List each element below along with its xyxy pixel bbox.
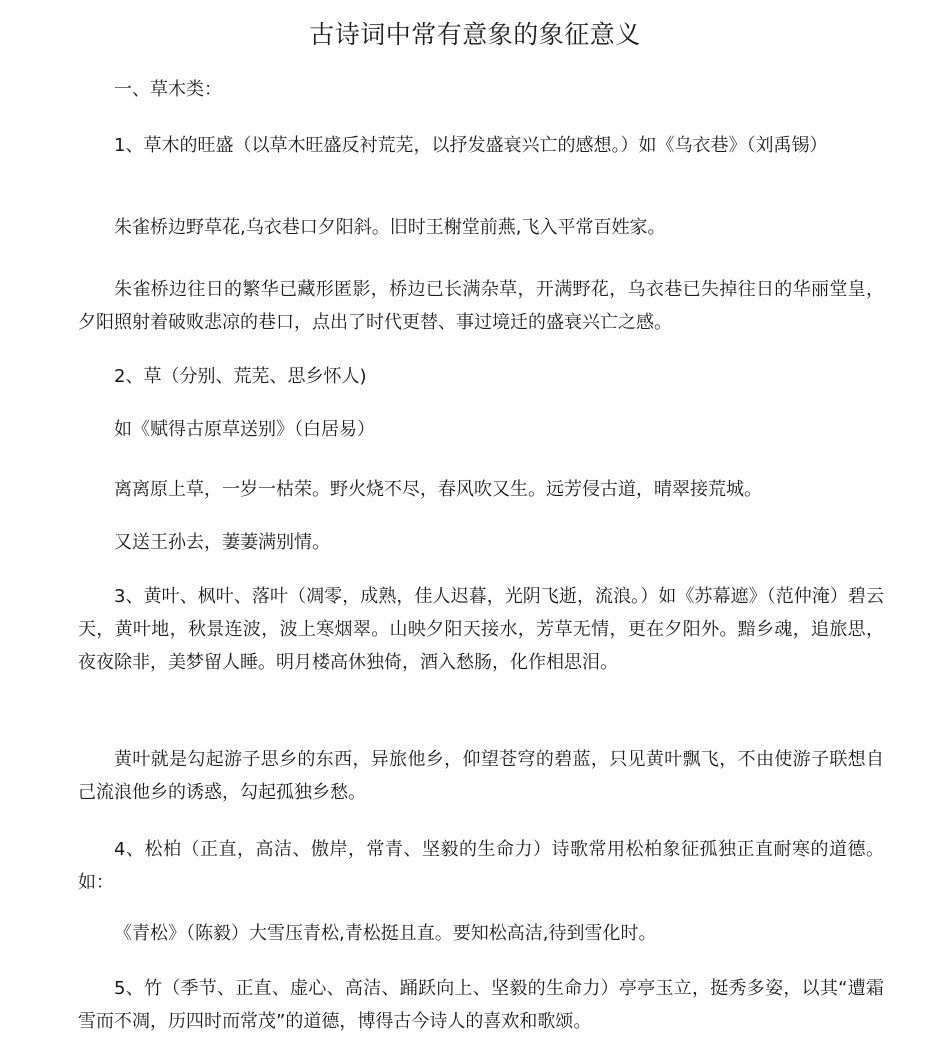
poem-paragraph: 又送王孙去，萋萋满别情。 <box>114 532 330 553</box>
section-heading: 一、草木类： <box>114 79 222 100</box>
paragraph: 2、草（分别、荒芜、思乡怀人) <box>114 366 367 387</box>
paragraph: 1、草木的旺盛（以草木旺盛反衬荒芜，以抒发盛衰兴亡的感想。）如《乌衣巷》（刘禹锡） <box>114 135 828 156</box>
paragraph: 4、松柏（正直，高洁、傲岸，常青、坚毅的生命力）诗歌常用松柏象征孤独正直耐寒的道德。如： <box>78 839 884 893</box>
paragraph: 黄叶就是勾起游子思乡的东西，异旅他乡，仰望苍穹的碧蓝，只见黄叶飘飞，不由使游子联想自己流浪他乡的诱惑，勾起孤独乡愁。 <box>78 749 884 803</box>
paragraph: 如《赋得古原草送别》（白居易） <box>114 419 375 440</box>
paragraph: 朱雀桥边往日的繁华已藏形匿影，桥边已长满杂草，开满野花，乌衣巷已失掉往日的华丽堂皇，夕阳照射着破败悲凉的巷口，点出了时代更替、事过境迁的盛衰兴亡之感。 <box>78 279 884 333</box>
poem-paragraph: 朱雀桥边野草花,乌衣巷口夕阳斜。旧时王榭堂前燕,飞入平常百姓家。 <box>114 217 666 238</box>
poem-paragraph: 离离原上草，一岁一枯荣。野火烧不尽，春风吹又生。远芳侵古道，晴翠接荒城。 <box>114 479 762 500</box>
paragraph: 3、黄叶、枫叶、落叶（凋零，成熟，佳人迟暮，光阴飞逝，流浪。）如《苏幕遮》（范仲淹）碧云天，黄叶地，秋景连波，波上寒烟翠。山映夕阳天接水，芳草无情，更在夕阳外。黯乡魂，追旅思，夜夜除非，美梦留人睡。明月楼高休独倚，酒入愁肠，化作相思泪。 <box>78 586 884 673</box>
poem-paragraph: 《青松》（陈毅）大雪压青松,青松挺且直。要知松高洁,待到雪化时。 <box>114 923 657 944</box>
paragraph: 5、竹（季节、正直、虚心、高洁、踊跃向上、坚毅的生命力）亭亭玉立，挺秀多姿，以其“遭霜雪而不凋，历四时而常茂”的道德，博得古今诗人的喜欢和歌颂。 <box>78 978 884 1032</box>
document-title: 古诗词中常有意象的象征意义 <box>309 20 641 49</box>
